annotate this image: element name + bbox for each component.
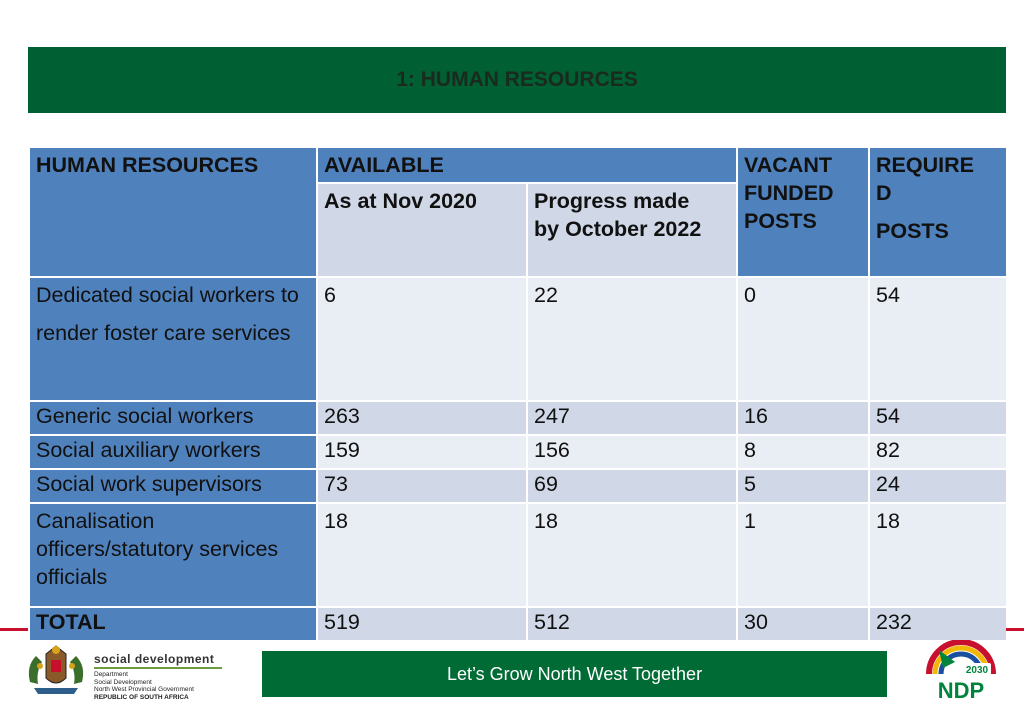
cell-required: 82 — [869, 435, 1007, 469]
cell-oct-2022: 69 — [527, 469, 737, 503]
header-progress-oct-2022 — [527, 183, 737, 277]
page-title: 1: HUMAN RESOURCES — [396, 68, 638, 91]
total-row — [29, 607, 1007, 641]
cell-oct-2022: 18 — [527, 503, 737, 607]
cell-required: 18 — [869, 503, 1007, 607]
row-label-line1: Dedicated social workers to — [36, 283, 299, 307]
cell-nov-2020: 73 — [317, 469, 527, 503]
department-text — [94, 652, 222, 701]
total-label: TOTAL — [29, 607, 317, 641]
cell-vacant: 0 — [737, 277, 869, 401]
header-vacant-line1: VACANT — [744, 153, 832, 177]
row-label: Generic social workers — [29, 401, 317, 435]
total-required: 232 — [869, 607, 1007, 641]
cell-required: 54 — [869, 401, 1007, 435]
row-label: Canalisation officers/statutory services officials — [29, 503, 317, 607]
cell-vacant: 16 — [737, 401, 869, 435]
department-line3: North West Provincial Government — [94, 686, 194, 693]
header-progress-line2: by October 2022 — [534, 217, 702, 241]
cell-nov-2020: 18 — [317, 503, 527, 607]
cell-required: 24 — [869, 469, 1007, 503]
table-row — [29, 503, 1007, 607]
header-as-at-nov-2020: As at Nov 2020 — [317, 183, 527, 277]
accent-line-right — [1006, 628, 1024, 631]
table-row — [29, 401, 1007, 435]
header-vacant-line2: FUNDED — [744, 181, 834, 205]
footer-slogan-banner — [262, 651, 887, 697]
row-label: Social auxiliary workers — [29, 435, 317, 469]
cell-required: 54 — [869, 277, 1007, 401]
total-oct-2022: 512 — [527, 607, 737, 641]
human-resources-table — [28, 146, 1008, 642]
ndp-logo-icon — [925, 640, 997, 702]
row-label — [29, 277, 317, 401]
row-label: Social work supervisors — [29, 469, 317, 503]
header-vacant-funded-posts — [737, 147, 869, 277]
header-required-line3: POSTS — [876, 219, 949, 243]
header-available: AVAILABLE — [317, 147, 737, 183]
coat-of-arms-icon — [24, 642, 88, 698]
title-banner — [28, 47, 1006, 113]
footer-slogan: Let’s Grow North West Together — [446, 663, 703, 684]
department-name: social development — [94, 652, 215, 666]
header-human-resources: HUMAN RESOURCES — [29, 147, 317, 277]
department-line2: Social Development — [94, 678, 152, 686]
header-required-line2: D — [876, 181, 892, 205]
department-logo — [24, 642, 224, 701]
table-row — [29, 469, 1007, 503]
total-vacant: 30 — [737, 607, 869, 641]
cell-nov-2020: 159 — [317, 435, 527, 469]
cell-vacant: 5 — [737, 469, 869, 503]
ndp-text: NDP — [937, 678, 985, 702]
header-vacant-line3: POSTS — [744, 209, 817, 233]
total-nov-2020: 519 — [317, 607, 527, 641]
cell-oct-2022: 22 — [527, 277, 737, 401]
cell-vacant: 1 — [737, 503, 869, 607]
row-label-line2: render foster care services — [36, 321, 291, 345]
cell-nov-2020: 263 — [317, 401, 527, 435]
department-divider — [94, 667, 222, 669]
header-required-line1: REQUIRE — [876, 153, 974, 177]
header-progress-line1: Progress made — [534, 189, 690, 213]
department-line4: REPUBLIC OF SOUTH AFRICA — [94, 693, 189, 701]
table-row — [29, 277, 1007, 401]
accent-line-left — [0, 628, 28, 631]
header-required-posts — [869, 147, 1007, 277]
table-row — [29, 435, 1007, 469]
department-line1: Department — [94, 671, 128, 678]
cell-oct-2022: 156 — [527, 435, 737, 469]
header-row-1 — [29, 147, 1007, 183]
cell-nov-2020: 6 — [317, 277, 527, 401]
cell-vacant: 8 — [737, 435, 869, 469]
ndp-year: 2030 — [965, 665, 989, 676]
cell-oct-2022: 247 — [527, 401, 737, 435]
